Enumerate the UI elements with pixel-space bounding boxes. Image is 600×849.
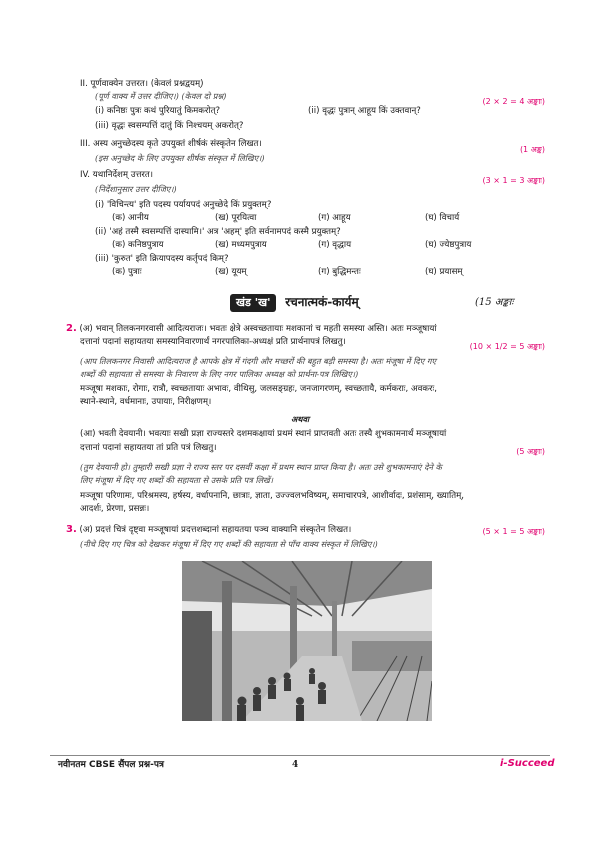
q2-marks: (2 × 2 = 4 अङ्काः) <box>482 97 545 106</box>
option: (घ) ज्येष्ठपुत्राय <box>425 240 472 250</box>
option: (घ) विचार्य <box>425 213 460 223</box>
page-number: 4 <box>292 760 299 770</box>
option: (क) पुत्राः <box>112 267 142 277</box>
q2b-alt-hint1: (तुम देवयानी हो। तुम्हारी सखी प्रज्ञा ने राज्य स्तर पर दसवीं कक्षा में प्रथम स्थान प्राप्त किया है। अतः उसे शुभकामनाएं देने के <box>80 462 442 472</box>
section-label: खंड 'ख' <box>230 294 276 312</box>
q2-sub-iii: (iii) वृद्धः स्वसम्पत्तिं दातुं किं निश्चयम् अकरोत्? <box>95 121 244 131</box>
section-marks: (15 अङ्काः <box>475 297 514 308</box>
q4-heading: IV. यथानिर्देशम् उत्तरत। <box>80 170 154 180</box>
option: (ग) आहूय <box>318 213 351 223</box>
question-number: 2. <box>66 323 77 334</box>
q3-marks: (1 अङ्क) <box>519 145 545 154</box>
q2-sub-ii: (ii) वृद्धः पुत्रान् आहूय किं उक्तवान्? <box>308 106 421 116</box>
q4-hint: (निर्देशानुसार उत्तर दीजिए।) <box>95 184 177 194</box>
footer-title: नवीनतम CBSE सैंपल प्रश्न-पत्र <box>58 760 164 770</box>
q4-sub-iii: (iii) 'कुरुत' इति क्रियापदस्य कर्तृपदं किम्? <box>95 254 229 264</box>
brand-logo: i-Succeed <box>500 758 555 769</box>
q3b-hint: (नीचे दिए गए चित्र को देखकर मंजूषा में दिए गए शब्दों की सहायता से पाँच वाक्य संस्कृत में लिखिए।) <box>80 539 378 549</box>
q2b-box2: स्थाने-स्थाने, वर्धमानाः, उपायाः, निरीक्षणम्। <box>80 397 212 407</box>
option: (ख) मध्यमपुत्राय <box>215 240 267 250</box>
q2-sub-i: (i) कनिष्ठः पुत्रः कथं पुरियातुं किमकरोत्? <box>95 106 221 116</box>
q2b-alt2: दत्तानां पदानां सहायतया तां प्रति पत्रं लिखतु। <box>80 443 217 453</box>
q4-sub-ii: (ii) 'अहं तस्मै स्वसम्पत्तिं दास्यामि।' अत्र 'अहम्' इति सर्वनामपदं कस्मै प्रयुक्तम्? <box>95 227 341 237</box>
q2b-box1: मञ्जूषा मशकाः, रोगाः, रात्रौ, स्वच्छतायाः अभावः, वीथिसु, जलसङ्ग्रहः, जनजागरणम्, स्वच्छतायै, कर्मकराः, अवकरः, <box>80 384 437 394</box>
option: (ख) यूयम् <box>215 267 247 277</box>
q2-heading: II. पूर्णवाक्येन उत्तरत। (केवलं प्रश्नद्वयम्) <box>80 79 204 89</box>
q2b-alt-marks: (5 अङ्काः) <box>516 447 545 456</box>
q2b-hint1: (आप तिलकनगर निवासी आदित्यराज है आपके क्षेत्र में गंदगी और मच्छरों की बहुत बड़ी समस्या है। अतः मंजूषा में दिए गए <box>80 356 436 366</box>
section-banner <box>230 294 359 314</box>
q3-heading: III. अस्य अनुच्छेदस्य कृते उपयुक्तं शीर्षकं संस्कृतेन लिखत। <box>80 139 262 149</box>
q3b-line1-text: (अ) प्रदत्तं चित्रं दृष्ट्वा मञ्जूषायां प्रदत्तशब्दानां सहायतया पञ्च वाक्यानि संस्कृतेन लिखत। <box>79 525 352 535</box>
q2-hint: (पूर्ण वाक्य में उत्तर दीजिए।) (केवल दो प्रश्न) <box>95 91 227 101</box>
q2b-line1 <box>66 323 437 336</box>
q2b-marks: (10 × 1/2 = 5 अङ्काः) <box>469 342 545 351</box>
q3b-marks: (5 × 1 = 5 अङ्काः) <box>482 527 545 536</box>
railway-station-photo <box>182 561 432 721</box>
q3-hint: (इस अनुच्छेद के लिए उपयुक्त शीर्षक संस्कृत में लिखिए।) <box>95 153 265 163</box>
section-title: रचनात्मकं-कार्यम् <box>285 295 359 310</box>
q2b-line1-text: (अ) भवान् तिलकनगरवासी आदित्यराजः। भवतः क्षेत्रे अस्वच्छतायाः मशकानां च महती समस्या अस्ति। अतः मञ्जूषायां <box>79 324 437 334</box>
option: (ख) पूरयित्वा <box>215 213 257 223</box>
q2b-alt-box2: आदर्शः, प्रेरणा, प्रसन्नः। <box>80 504 150 514</box>
option: (क) आनीय <box>112 213 149 223</box>
option: (ग) वृद्धाय <box>318 240 352 250</box>
q4-sub-i: (i) 'विचिन्त्य' इति पदस्य पर्यायपदं अनुच्छेदे किं प्रयुक्तम्? <box>95 200 272 210</box>
q4-marks: (3 × 1 = 3 अङ्काः) <box>482 176 545 185</box>
q2b-alt1: (आ) भवती देवयानी। भवत्याः सखी प्रज्ञा राज्यस्तरे दशमकक्षायां प्रथमं स्थानं प्राप्तवती अतः तस्यै शुभकामनार्थं मञ्जूषायां <box>80 429 447 439</box>
q2b-alt-box1: मञ्जूषा परिणामः, परिश्रमस्य, हर्षस्य, वर्धापनानि, छात्राः, ज्ञाता, उज्ज्वलभविष्यम्, समाचारपत्रे, आशीर्वादः, प्रशंसाम्, ख्यातिम्, <box>80 491 464 501</box>
option: (क) कनिष्ठपुत्राय <box>112 240 164 250</box>
option: (ग) बुद्धिमन्तः <box>318 267 361 277</box>
or-divider: अथवा <box>291 414 310 424</box>
footer-divider <box>50 755 550 756</box>
option: (घ) प्रयासम् <box>425 267 463 277</box>
q3b-line1 <box>66 524 351 537</box>
question-number: 3. <box>66 524 77 535</box>
q2b-line2: दत्तानां पदानां सहायतया समस्यानिवारणार्थं नगरपालिका-अध्यक्षं प्रति प्रार्थनापत्रं लिखतु। <box>80 337 346 347</box>
q2b-hint2: शब्दों की सहायता से समस्या के निवारण के लिए नगर पालिका अध्यक्ष को प्रार्थना-पत्र लिखिए।) <box>80 369 359 379</box>
q2b-alt-hint2: लिए मंजूषा में दिए गए शब्दों की सहायता से उसके प्रति पत्र लिखें। <box>80 475 273 485</box>
